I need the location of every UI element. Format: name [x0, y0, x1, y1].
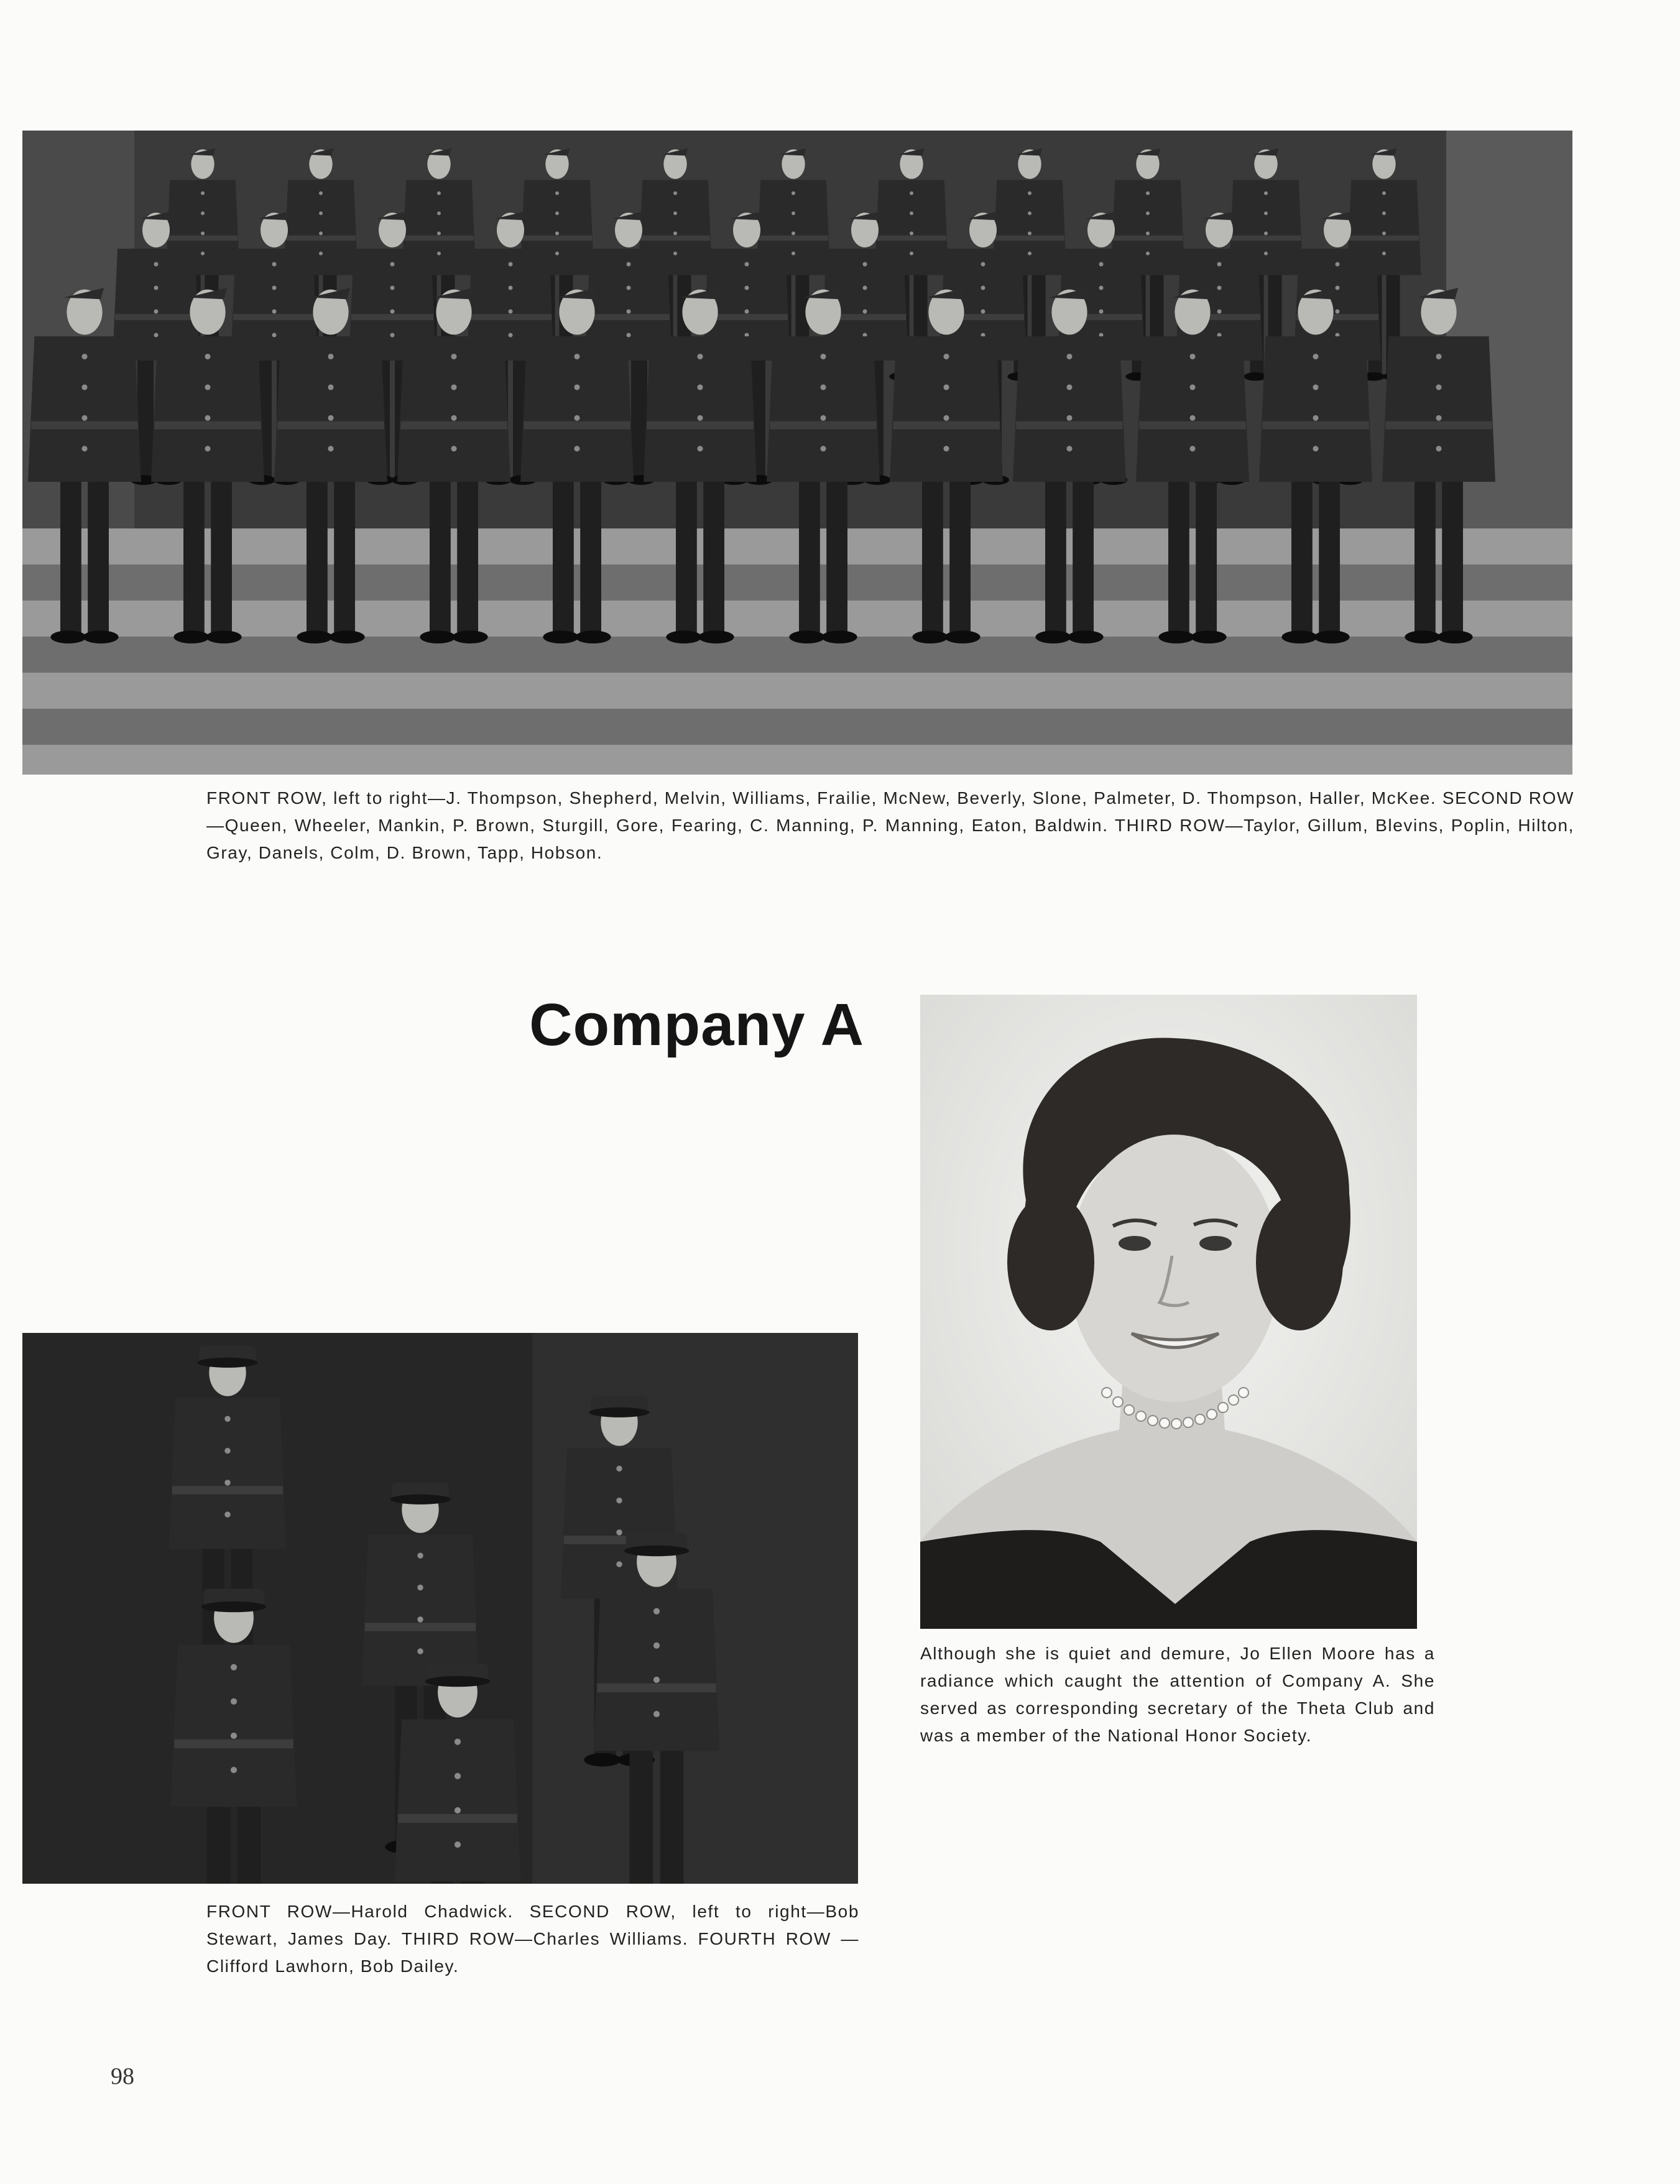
company-group-photo — [22, 131, 1572, 775]
page-title: Company A — [529, 992, 864, 1058]
officers-photo-caption: FRONT ROW—Harold Chadwick. SECOND ROW, left to right—Bob Stewart, James Day. THIRD ROW—Charles Williams. FOURTH ROW —Clifford Lawhorn, Bob Dailey. — [206, 1902, 859, 1976]
sponsor-portrait-photo — [920, 995, 1417, 1629]
group-photo-caption: FRONT ROW, left to right—J. Thompson, Shepherd, Melvin, Williams, Frailie, McNew, Beverly, Slone, Palmeter, D. Thompson, Haller, McKee. SECOND ROW—Queen, Wheeler, Mankin, P. Brown, Sturgill, Gore, Fearing, C. Manning, P. Manning, Eaton, Baldwin. THIRD ROW—Taylor, Gillum, Blevins, Poplin, Hilton, Gray, Danels, Colm, D. Brown, Tapp, Hobson. — [206, 788, 1574, 862]
page-number: 98 — [111, 2063, 134, 2090]
company-group-photo-figures — [22, 131, 1572, 775]
portrait-caption: Although she is quiet and demure, Jo Ellen Moore has a radiance which caught the attention of Company A. She served as corresponding secretary of the Theta Club and was a member of the National Honor Society. — [920, 1644, 1435, 1745]
officers-photo-figures — [22, 1333, 858, 1884]
sponsor-portrait-figure — [920, 995, 1417, 1629]
officers-photo — [22, 1333, 858, 1884]
stone-steps — [22, 528, 1572, 775]
